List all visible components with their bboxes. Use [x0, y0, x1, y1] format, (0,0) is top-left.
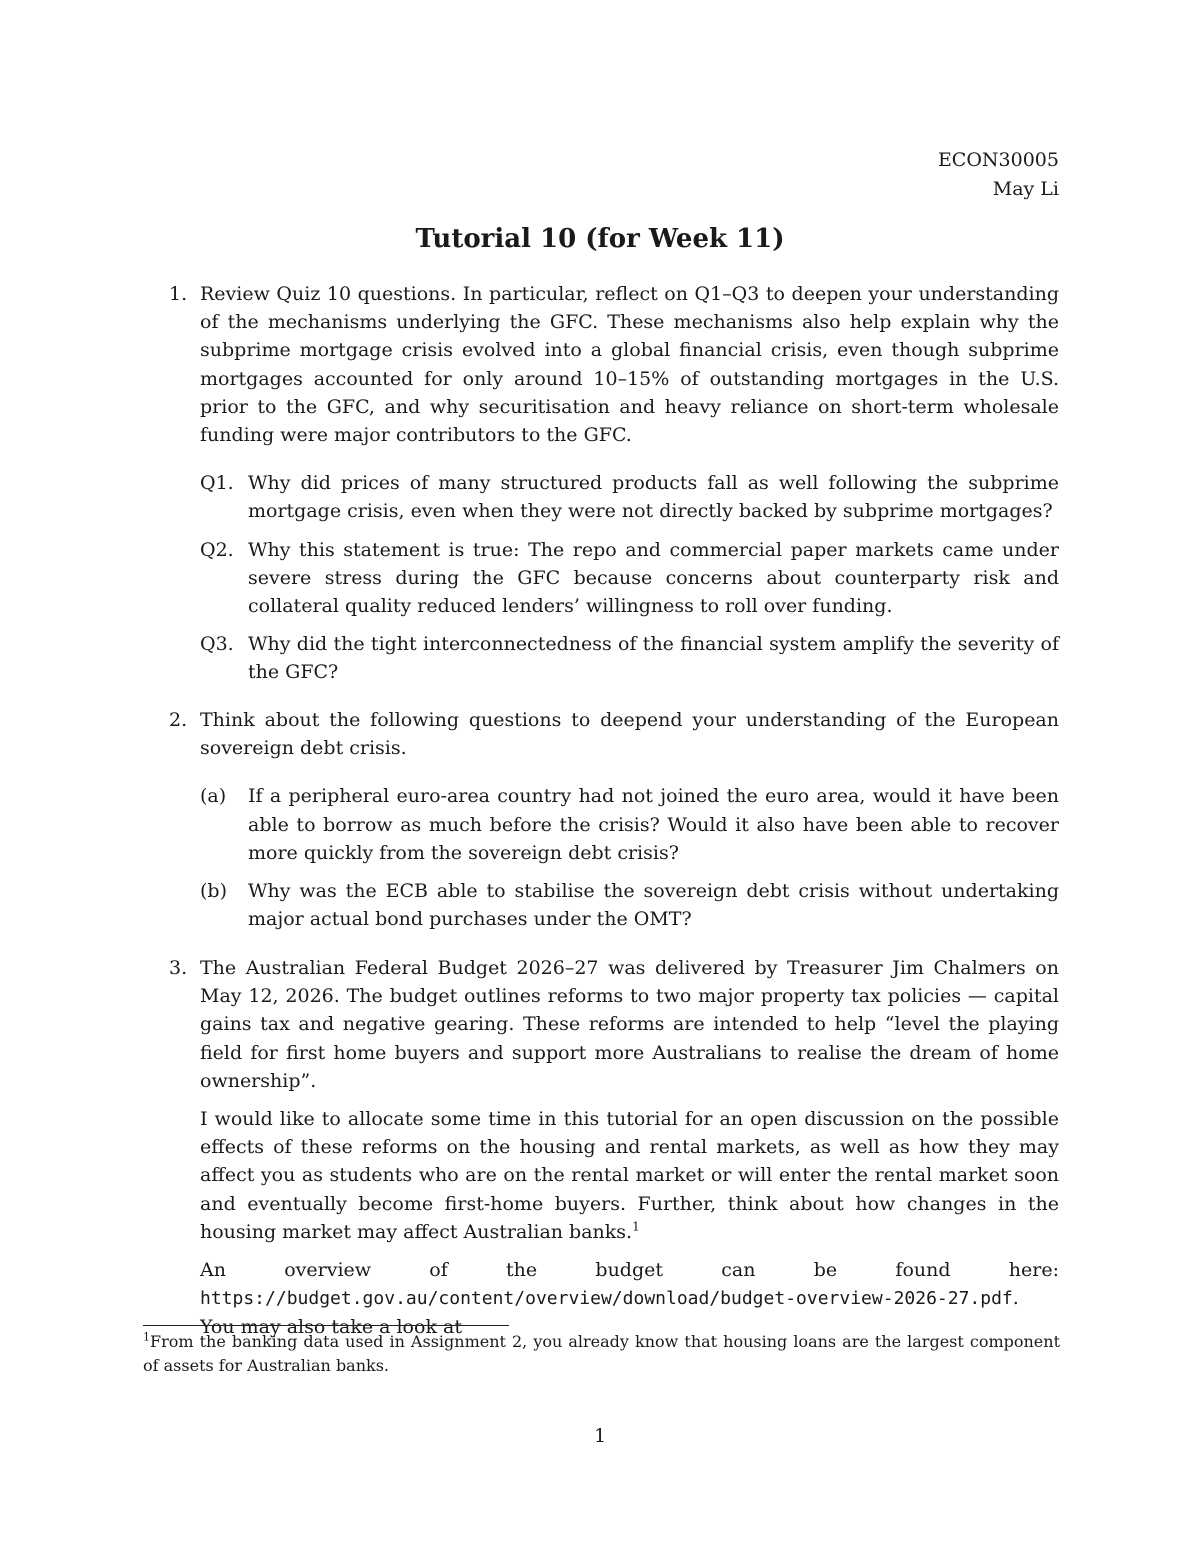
footnote-reference: 1	[632, 1219, 640, 1234]
sub-question-label: Q2.	[200, 538, 234, 561]
course-code: ECON30005	[937, 149, 1059, 171]
sub-question-text: Why this statement is true: The repo and commercial paper markets came under severe stress during the GFC because concerns about counterparty risk and collateral quality reduced lenders’ willingness to roll over funding.	[248, 538, 1059, 618]
sub-question-label: (b)	[200, 880, 227, 903]
sub-question-text: If a peripheral euro-area country had not joined the euro area, would it have been able to borrow as much before the crisis? Would it also have been able to recover more quickly from the sovereign debt crisis?	[248, 785, 1059, 864]
question-number: 2.	[169, 709, 188, 731]
author-name: May Li	[992, 178, 1059, 200]
footnote-text: From the banking data used in Assignment 2, you already know that housing loans are the largest component of assets for Australian banks.	[143, 1332, 1060, 1375]
question-text: The Australian Federal Budget 2026–27 was delivered by Treasurer Jim Chalmers on May 12, 2026. The budget outlines reforms to two major property tax policies — capital gains tax and negative gearing. These reforms are intended to help “level the playing field for first home buyers and support more Australians to realise the dream of home ownership”.	[200, 957, 1059, 1092]
question-text: Think about the following questions to deepend your understanding of the European sovereign debt crisis.	[200, 709, 1059, 760]
overview-suffix: . You may also take a look at	[200, 1287, 1019, 1339]
question-2	[142, 706, 1059, 933]
question-3	[142, 954, 1059, 1342]
page-number: 1	[593, 1425, 607, 1447]
sub-question-text: Why did the tight interconnectedness of the financial system amplify the severity of the GFC?	[248, 633, 1059, 684]
sub-question-text: Why did prices of many structured products fall as well following the subprime mortgage crisis, even when they were not directly backed by subprime mortgages?	[248, 472, 1059, 523]
sub-question-text: Why was the ECB able to stabilise the sovereign debt crisis without undertaking major actual bond purchases under the OMT?	[248, 880, 1059, 931]
document-title: Tutorial 10 (for Week 11)	[415, 224, 785, 254]
sub-question-a	[200, 782, 1059, 867]
question-1	[142, 280, 1059, 687]
question-number: 3.	[169, 957, 188, 979]
sub-question-b	[200, 877, 1059, 933]
footnote-mark: 1	[143, 1330, 150, 1344]
sub-question-label: Q1.	[200, 472, 234, 495]
overview-paragraph	[200, 1256, 1059, 1342]
document-header	[938, 146, 1059, 204]
sub-question-label: (a)	[200, 785, 227, 808]
question-text: Review Quiz 10 questions. In particular, reflect on Q1–Q3 to deepen your understanding of the mechanisms underlying the GFC. These mechanisms also help explain why the subprime mortgage crisis evolved into a global financial crisis, even though subprime mortgages accounted for only around 10–15% of outstanding mortgages in the U.S. prior to the GFC, and why securitisation and heavy reliance on short-term wholesale funding were major contributors to the GFC.	[200, 283, 1059, 447]
footnote-divider	[143, 1325, 509, 1326]
sub-question-label: Q3.	[200, 633, 234, 656]
sub-question-q2	[200, 536, 1059, 621]
sub-question-q1	[200, 469, 1059, 525]
overview-prefix: An overview of the budget can be found here:	[200, 1259, 1059, 1282]
footnote	[143, 1330, 1060, 1378]
discussion-paragraph	[200, 1105, 1059, 1246]
budget-overview-link[interactable]: https://budget.gov.au/content/overview/download/budget-overview-2026-27.pdf	[200, 1288, 1013, 1310]
discussion-text: I would like to allocate some time in this tutorial for an open discussion on the possible effects of these reforms on the housing and rental markets, as well as how they may affect you as students who are on the rental market or will enter the rental market soon and eventually become first-home buyers. Further, think about how changes in the housing market may affect Australian banks.	[200, 1108, 1059, 1243]
sub-question-q3	[200, 630, 1059, 686]
question-number: 1.	[169, 283, 188, 305]
